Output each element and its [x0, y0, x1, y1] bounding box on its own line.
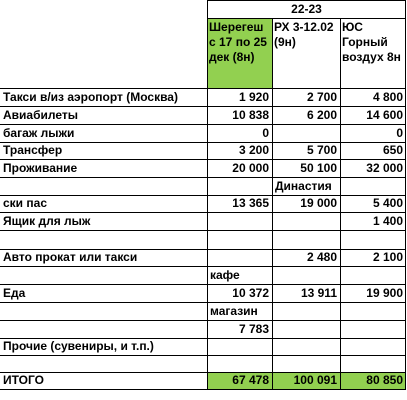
table-cell[interactable]: 650: [382, 143, 403, 157]
grid-line: [0, 124, 406, 125]
table-cell[interactable]: [340, 266, 406, 284]
table-cell[interactable]: 100 091: [272, 372, 340, 389]
table-cell[interactable]: 13 365: [232, 196, 269, 210]
table-cell[interactable]: 2 700: [306, 90, 337, 104]
row-label[interactable]: Авиабилеты: [3, 108, 78, 122]
row-label[interactable]: [0, 266, 207, 284]
table-cell[interactable]: 19 000: [300, 196, 337, 210]
table-cell[interactable]: 5 700: [306, 143, 337, 157]
row-label[interactable]: [0, 230, 207, 249]
table-cell[interactable]: 67 478: [207, 372, 272, 389]
grid-line: [0, 106, 406, 107]
table-cell[interactable]: 14 600: [366, 108, 403, 122]
grid-line: [340, 18, 341, 390]
grid-line: [0, 320, 406, 321]
header-label-cell[interactable]: [0, 18, 207, 88]
table-cell[interactable]: 6 200: [306, 108, 337, 122]
grid-line: [0, 230, 406, 231]
table-cell[interactable]: [272, 355, 340, 372]
row-label[interactable]: Авто прокат или такси: [3, 250, 138, 264]
table-cell[interactable]: 13 911: [300, 286, 337, 300]
table-cell[interactable]: 10 372: [232, 286, 269, 300]
table-cell[interactable]: 7 783: [238, 322, 269, 336]
table-cell[interactable]: 10 838: [232, 108, 269, 122]
grid-line: [0, 177, 406, 178]
row-label[interactable]: [0, 320, 207, 338]
grid-line: [0, 212, 406, 213]
table-cell[interactable]: 0: [396, 126, 403, 140]
grid-line: [0, 266, 406, 267]
table-cell[interactable]: [272, 320, 340, 338]
table-cell[interactable]: [272, 124, 340, 142]
grid-line: [207, 0, 406, 1]
row-label[interactable]: Прочие (сувениры, и т.п.): [3, 339, 154, 353]
row-label[interactable]: ски пас: [3, 196, 47, 210]
row-label[interactable]: [0, 302, 207, 320]
column-header[interactable]: Шерегеш с 17 по 25 дек (8н): [207, 18, 272, 88]
table-cell[interactable]: 80 850: [340, 372, 406, 389]
table-cell[interactable]: 1 920: [238, 90, 269, 104]
grid-line: [0, 338, 406, 339]
table-cell[interactable]: [207, 338, 272, 355]
table-cell[interactable]: 19 900: [366, 286, 403, 300]
grid-line: [207, 18, 406, 19]
period-header[interactable]: 22-23: [291, 2, 322, 16]
table-cell[interactable]: 50 100: [300, 161, 337, 175]
table-cell[interactable]: 1 400: [372, 214, 403, 228]
column-header[interactable]: ЮС Горный воздух 8н: [342, 20, 401, 64]
table-cell[interactable]: [272, 266, 340, 284]
row-label[interactable]: Еда: [3, 286, 26, 300]
table-cell[interactable]: 0: [262, 126, 269, 140]
table-cell[interactable]: [340, 320, 406, 338]
grid-line: [0, 88, 406, 89]
table-cell[interactable]: [272, 230, 340, 249]
table-cell[interactable]: [340, 338, 406, 355]
table-cell[interactable]: [207, 212, 272, 230]
grid-line: [0, 284, 406, 285]
row-label[interactable]: Такси в/из аэропорт (Москва): [3, 90, 178, 104]
table-cell[interactable]: 20 000: [232, 161, 269, 175]
row-label[interactable]: Трансфер: [3, 143, 63, 157]
table-cell[interactable]: [272, 338, 340, 355]
grid-line: [0, 249, 406, 250]
grid-line: [0, 389, 406, 390]
row-label[interactable]: Ящик для лыж: [3, 214, 91, 228]
grid-line: [0, 302, 406, 303]
table-cell[interactable]: 4 800: [372, 90, 403, 104]
table-cell[interactable]: 5 400: [372, 196, 403, 210]
table-cell[interactable]: 3 200: [238, 143, 269, 157]
table-cell[interactable]: [207, 355, 272, 372]
table-cell[interactable]: [340, 302, 406, 320]
grid-line: [405, 0, 406, 390]
grid-line: [0, 195, 406, 196]
table-cell[interactable]: Династия: [275, 179, 332, 193]
table-cell[interactable]: [340, 177, 406, 195]
row-label[interactable]: Проживание: [3, 161, 78, 175]
table-cell[interactable]: [340, 355, 406, 372]
table-cell[interactable]: кафе: [210, 268, 240, 282]
table-cell[interactable]: [272, 302, 340, 320]
table-cell[interactable]: 2 480: [306, 250, 337, 264]
grid-line: [207, 0, 208, 390]
grid-line: [0, 142, 406, 143]
table-cell[interactable]: [207, 249, 272, 266]
row-label[interactable]: [0, 177, 207, 195]
table-cell[interactable]: [207, 230, 272, 249]
row-label[interactable]: багаж лыжи: [3, 126, 75, 140]
grid-line: [0, 355, 406, 356]
table-cell[interactable]: [272, 212, 340, 230]
table-cell[interactable]: магазин: [210, 304, 258, 318]
table-cell[interactable]: 2 100: [372, 250, 403, 264]
table-cell[interactable]: 32 000: [366, 161, 403, 175]
grid-line: [0, 372, 406, 373]
table-cell[interactable]: [207, 177, 272, 195]
grid-line: [0, 159, 406, 160]
grid-line: [272, 18, 273, 390]
table-cell[interactable]: [340, 230, 406, 249]
row-label[interactable]: ИТОГО: [3, 373, 44, 387]
row-label[interactable]: [0, 355, 207, 372]
column-header[interactable]: РХ 3-12.02 (9н): [274, 20, 334, 49]
